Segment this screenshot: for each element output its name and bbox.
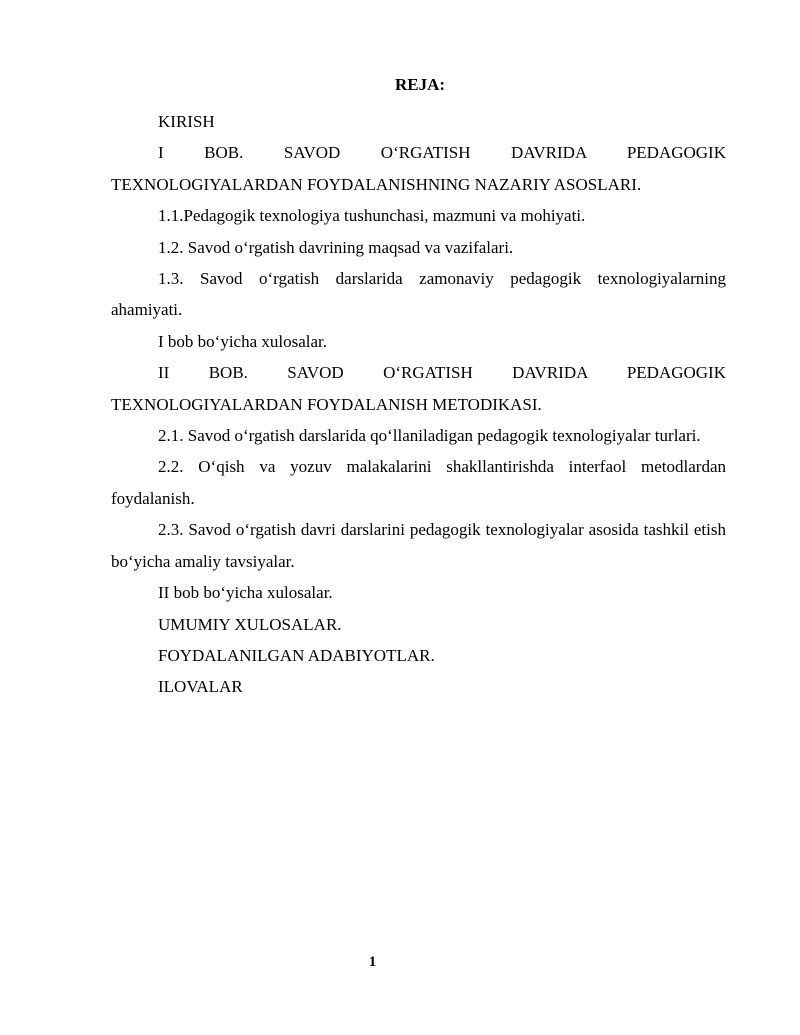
page-number: 1 xyxy=(368,954,377,970)
toc-chapter-1: I BOB. SAVOD O‘RGATISH DAVRIDA PEDAGOGIK TEXNOLOGIYALARDAN FOYDALANISHNING NAZARIY ASOSLARI. xyxy=(111,143,726,194)
toc-section-1-1: 1.1.Pedagogik texnologiya tushunchasi, mazmuni va mohiyati. xyxy=(158,206,586,226)
page-title: REJA: xyxy=(394,75,446,94)
toc-references: FOYDALANILGAN ADABIYOTLAR. xyxy=(158,645,435,665)
toc-appendices: ILOVALAR xyxy=(158,677,243,697)
toc-chapter-2: II BOB. SAVOD O‘RGATISH DAVRIDA PEDAGOGIK TEXNOLOGIYALARDAN FOYDALANISH METODIKASI. xyxy=(111,363,726,414)
toc-section-1-2: 1.2. Savod o‘rgatish davrining maqsad va vazifalari. xyxy=(158,237,514,257)
toc-chapter-2-conclusions: II bob bo‘yicha xulosalar. xyxy=(158,583,333,603)
toc-general-conclusions: UMUMIY XULOSALAR. xyxy=(158,614,342,634)
toc-item-intro: KIRISH xyxy=(158,112,215,131)
table-of-contents xyxy=(111,106,726,703)
toc-section-2-2: 2.2. O‘qish va yozuv malakalarini shakllantirishda interfaol metodlardan foydalanish. xyxy=(111,457,726,508)
toc-section-2-1: 2.1. Savod o‘rgatish darslarida qo‘llaniladigan pedagogik texnologiyalar turlari. xyxy=(158,426,701,446)
toc-section-2-3: 2.3. Savod o‘rgatish davri darslarini pedagogik texnologiyalar asosida tashkil etish bo‘yicha amaliy tavsiyalar. xyxy=(111,520,726,571)
toc-section-1-3: 1.3. Savod o‘rgatish darslarida zamonaviy pedagogik texnologiyalarning ahamiyati. xyxy=(111,269,726,320)
toc-chapter-1-conclusions: I bob bo‘yicha xulosalar. xyxy=(158,331,328,351)
